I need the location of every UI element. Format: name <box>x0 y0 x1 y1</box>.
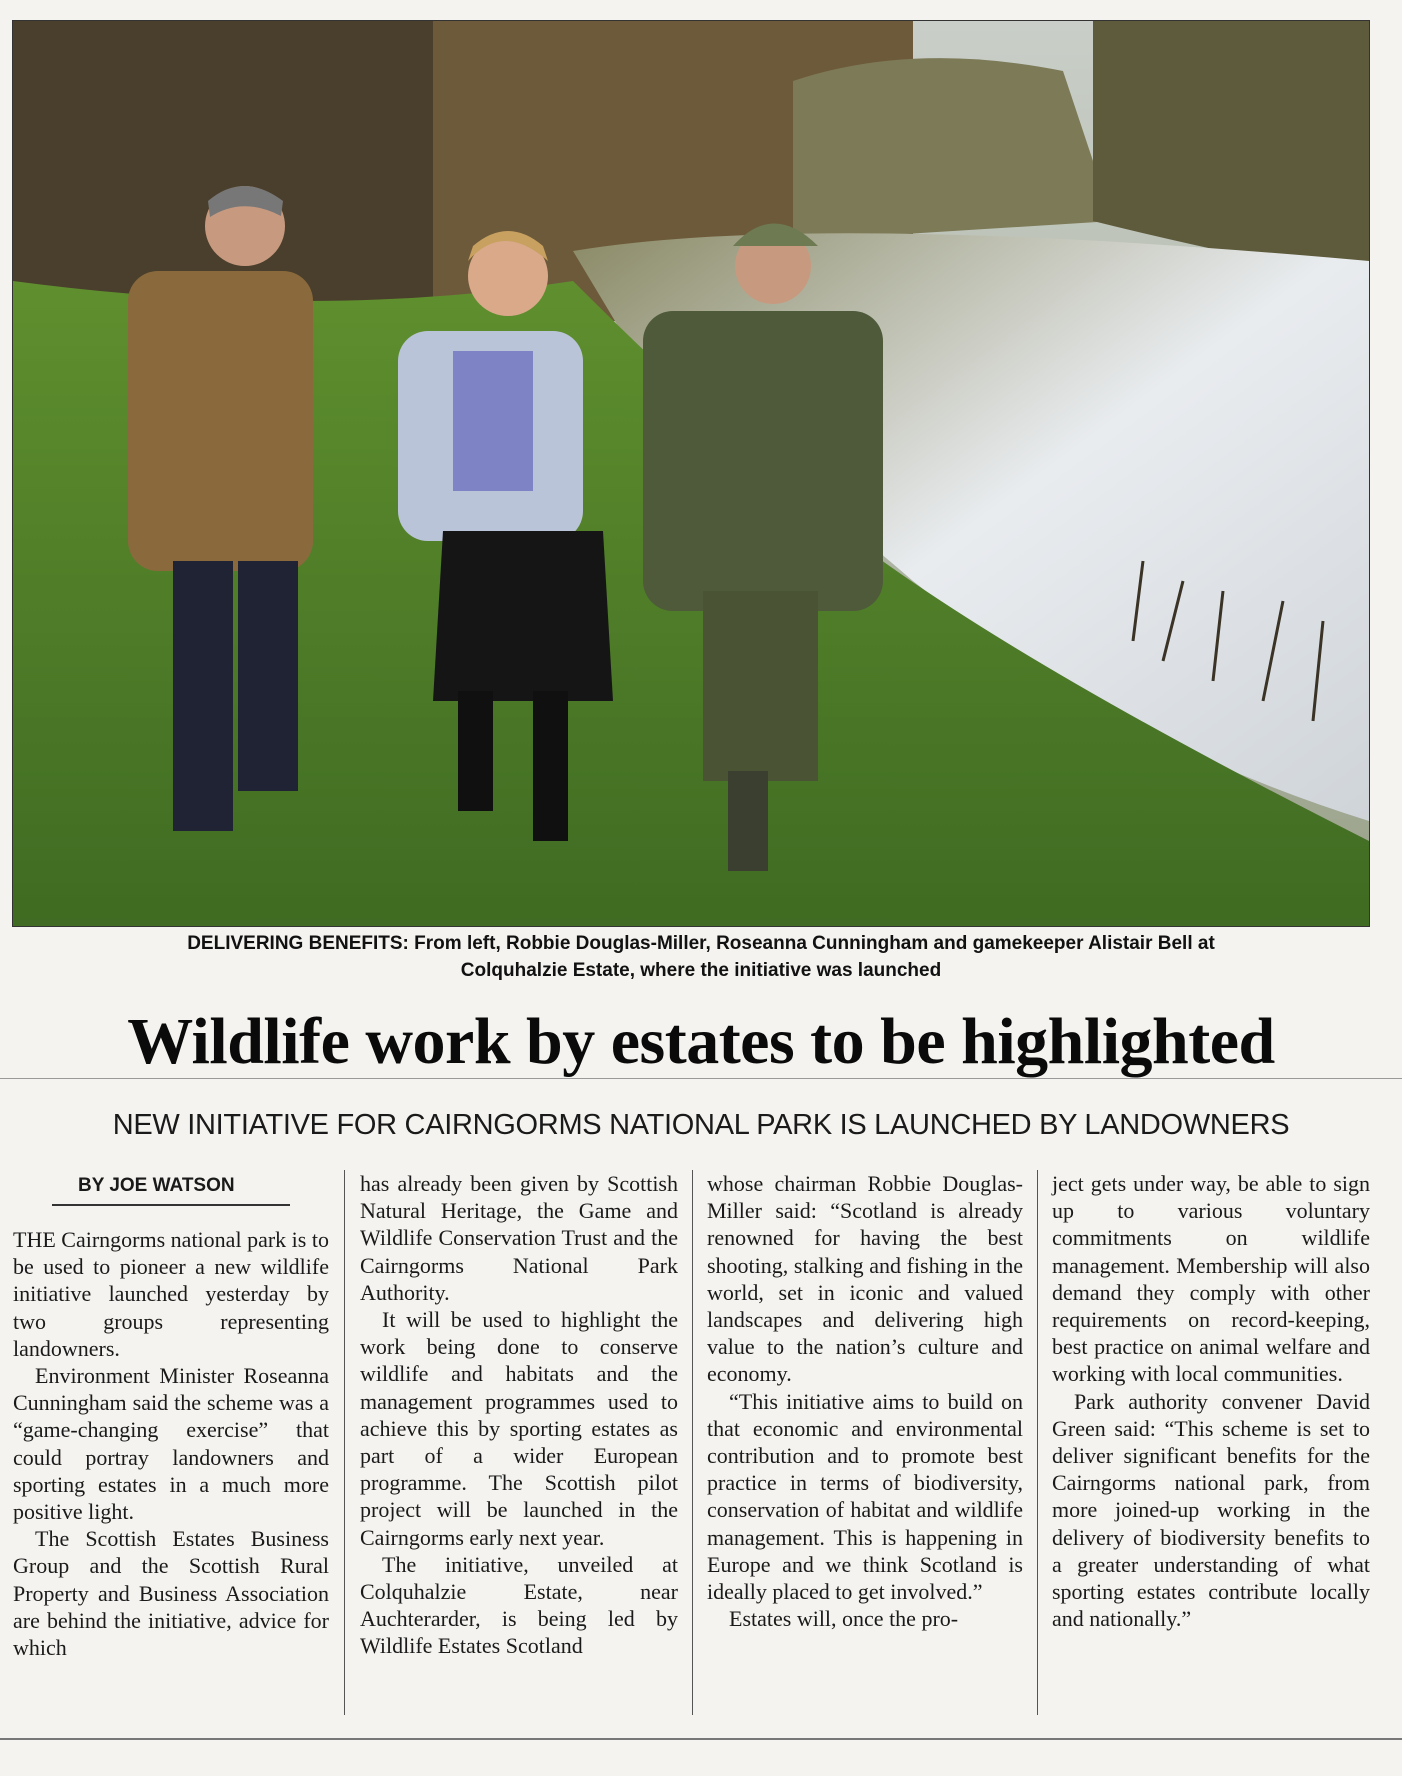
article-column-1 <box>13 1226 329 1776</box>
paragraph: Environment Minister Roseanna Cunningham said the scheme was a “game-changing exercise” that could portray landowners and sporting estates in a much more positive light. <box>13 1363 329 1525</box>
article-column-4 <box>1052 1170 1370 1720</box>
article-column-2 <box>360 1170 678 1720</box>
byline: BY JOE WATSON <box>78 1175 235 1196</box>
article-photo <box>12 20 1370 927</box>
paragraph: THE Cairngorms national park is to be used to pioneer a new wildlife initiative launched yesterday by two groups representing landowners. <box>13 1227 329 1361</box>
paragraph: It will be used to highlight the work being done to conserve wildlife and habitats and the management programmes used to achieve this by sporting estates as part of a wider European programme. The Scottish pilot project will be launched in the Cairngorms early next year. <box>360 1307 678 1550</box>
article-headline: Wildlife work by estates to be highlighted <box>127 1005 1275 1078</box>
caption-line-1: DELIVERING BENEFITS: From left, Robbie Douglas-Miller, Roseanna Cunningham and gamekeeper Alistair Bell at <box>187 933 1215 954</box>
headline-rule <box>0 1078 1402 1079</box>
byline-rule <box>52 1204 290 1206</box>
column-divider <box>1037 1170 1038 1715</box>
paragraph: The initiative, unveiled at Colquhalzie Estate, near Auchterarder, is being led by Wildlife Estates Scotland <box>360 1551 678 1659</box>
column-divider <box>692 1170 693 1715</box>
column-divider <box>344 1170 345 1715</box>
standfirst: NEW INITIATIVE FOR CAIRNGORMS NATIONAL PARK IS LAUNCHED BY LANDOWNERS <box>112 1109 1290 1141</box>
article-column-3 <box>707 1170 1023 1720</box>
paragraph: Estates will, once the pro- <box>729 1606 959 1632</box>
caption-line-2: Colquhalzie Estate, where the initiative was launched <box>460 960 942 981</box>
paragraph: “This initiative aims to build on that economic and environmental contribution and to promote best practice in terms of biodiversity, conservation of habitat and wildlife management. This is happening in Europe and we think Scotland is ideally placed to get involved.” <box>707 1388 1023 1605</box>
photo-caption <box>40 930 1362 984</box>
paragraph: The Scottish Estates Business Group and the Scottish Rural Property and Business Association are behind the initiative, advice for which <box>13 1526 329 1661</box>
paragraph: Park authority convener David Green said: “This scheme is set to deliver significant benefits for the Cairngorms national park, from more joined-up working in the delivery of biodiversity benefits to a greater understanding of what sporting estates contribute locally and nationally.” <box>1052 1388 1370 1632</box>
photo-icon <box>13 21 1369 926</box>
paragraph: has already been given by Scottish Natural Heritage, the Game and Wildlife Conservation Trust and the Cairngorms National Park Authority. <box>360 1171 678 1305</box>
paragraph: whose chairman Robbie Douglas-Miller said: “Scotland is already renowned for having the best shooting, stalking and fishing in the world, set in iconic and valued landscapes and delivering high value to the nation’s culture and economy. <box>707 1171 1023 1387</box>
paragraph: ject gets under way, be able to sign up to various voluntary commitments on wildlife management. Membership will also demand they comply with other requirements on record-keeping, best practice on animal welfare and working with local communities. <box>1052 1171 1370 1387</box>
page-bottom-rule <box>0 1738 1402 1740</box>
